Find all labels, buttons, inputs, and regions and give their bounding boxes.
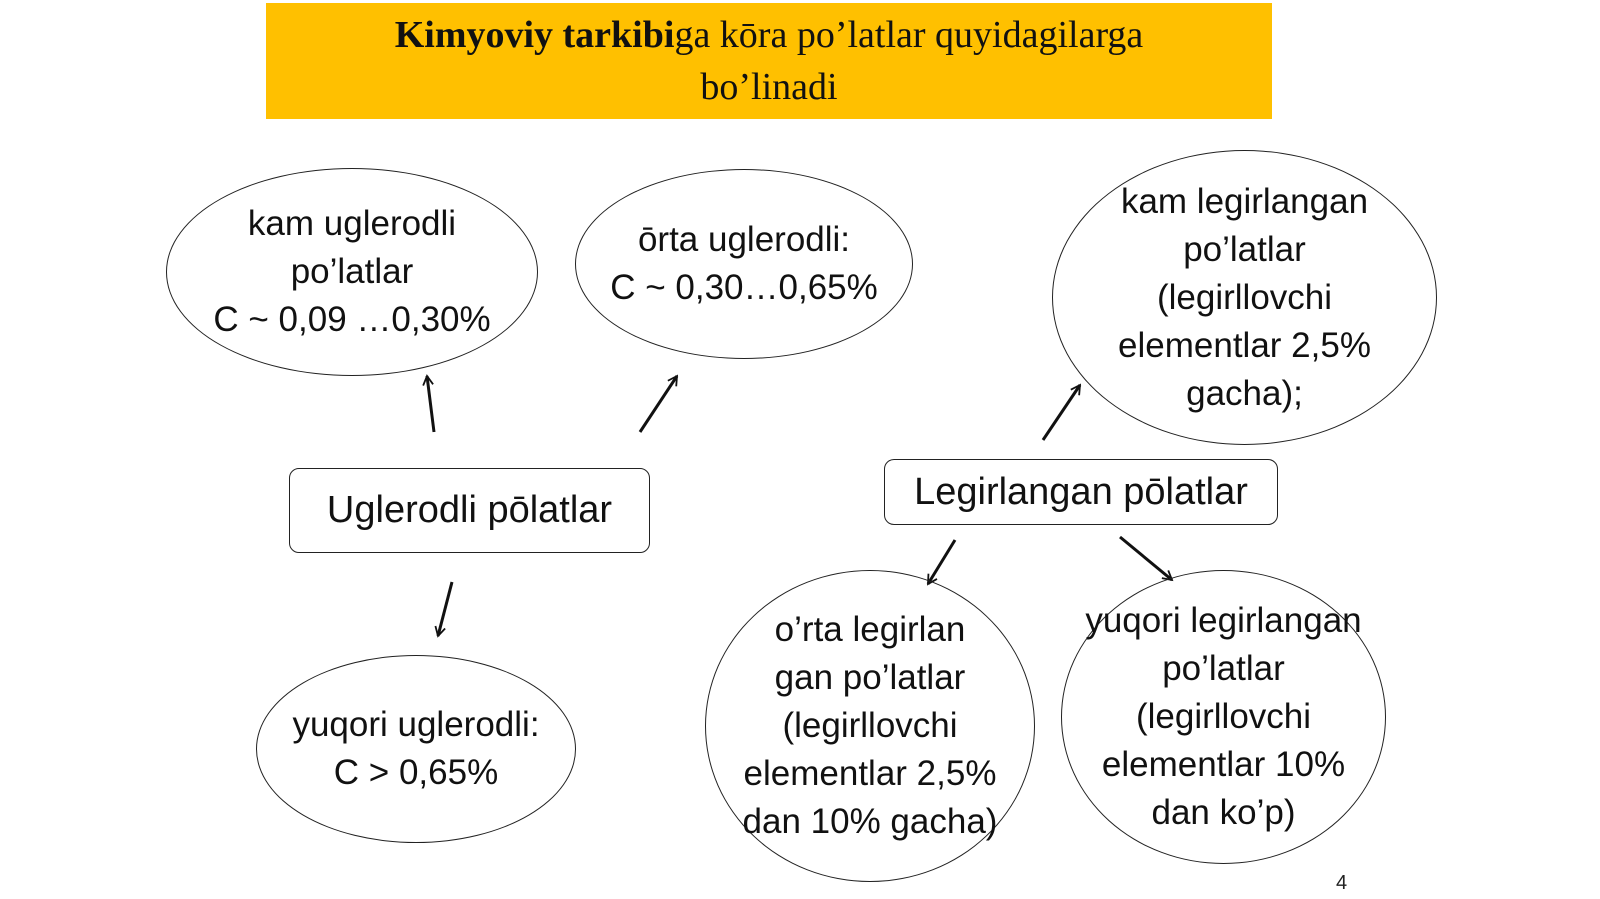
low-carbon-line-2: po’latlar <box>290 252 414 291</box>
medium-alloy-line-4: elementlar 2,5% <box>743 754 997 793</box>
medium-alloy-ellipse <box>705 570 1035 882</box>
low-carbon-ellipse <box>166 168 538 376</box>
medium-alloy-line-3: (legirllovchi <box>782 706 958 745</box>
low-alloy-line-2: po’latlar <box>1183 229 1306 269</box>
carbon-steels-box <box>289 468 650 553</box>
arrow-to-high-carbon <box>438 582 452 636</box>
arrow-to-low-alloy <box>1043 385 1080 440</box>
medium-alloy-line-5: dan 10% gacha) <box>742 802 998 841</box>
arrow-to-medium-alloy <box>928 540 955 584</box>
high-alloy-line-2: po’latlar <box>1162 649 1285 688</box>
low-carbon-line-3: C ~ 0,09 …0,30% <box>213 300 491 339</box>
high-carbon-ellipse <box>256 655 576 843</box>
title-line-2: bo’linadi <box>700 66 838 108</box>
carbon-steels-label: Uglerodli pōlatlar <box>326 489 613 531</box>
high-alloy-line-3: (legirllovchi <box>1135 697 1312 736</box>
high-alloy-line-4: elementlar 10% <box>1101 745 1346 784</box>
medium-carbon-line-2: C ~ 0,30…0,65% <box>610 268 878 307</box>
medium-alloy-line-2: gan po’latlar <box>774 658 966 697</box>
high-alloy-line-1: yuqori legirlangan <box>1085 601 1362 640</box>
high-carbon-line-1: yuqori uglerodli: <box>292 705 540 744</box>
alloy-steels-box <box>884 459 1278 525</box>
low-alloy-line-1: kam legirlangan <box>1120 181 1369 221</box>
high-carbon-line-2: C > 0,65% <box>333 753 499 792</box>
medium-alloy-line-1: o’rta legirlan <box>774 610 966 649</box>
high-alloy-line-5: dan ko’p) <box>1151 793 1296 832</box>
medium-carbon-line-1: ōrta uglerodli: <box>637 220 851 259</box>
arrow-to-low-carbon <box>427 376 434 432</box>
low-carbon-line-1: kam uglerodli <box>247 204 457 243</box>
arrow-to-high-alloy <box>1120 537 1172 580</box>
page-number: 4 <box>1336 872 1348 894</box>
low-alloy-line-4: elementlar 2,5% <box>1118 325 1371 365</box>
low-alloy-line-3: (legirllovchi <box>1156 277 1333 317</box>
low-alloy-ellipse <box>1052 150 1437 445</box>
high-alloy-ellipse <box>1061 570 1386 864</box>
low-alloy-line-5: gacha); <box>1186 373 1303 413</box>
arrow-to-medium-carbon <box>640 376 677 432</box>
alloy-steels-label: Legirlangan pōlatlar <box>914 470 1248 513</box>
title-bold-part: Kimyoviy tarkibi <box>394 14 675 56</box>
title-rest-part: ga kōra po’latlar quyidagilarga <box>674 14 1144 56</box>
medium-carbon-ellipse <box>575 169 913 359</box>
